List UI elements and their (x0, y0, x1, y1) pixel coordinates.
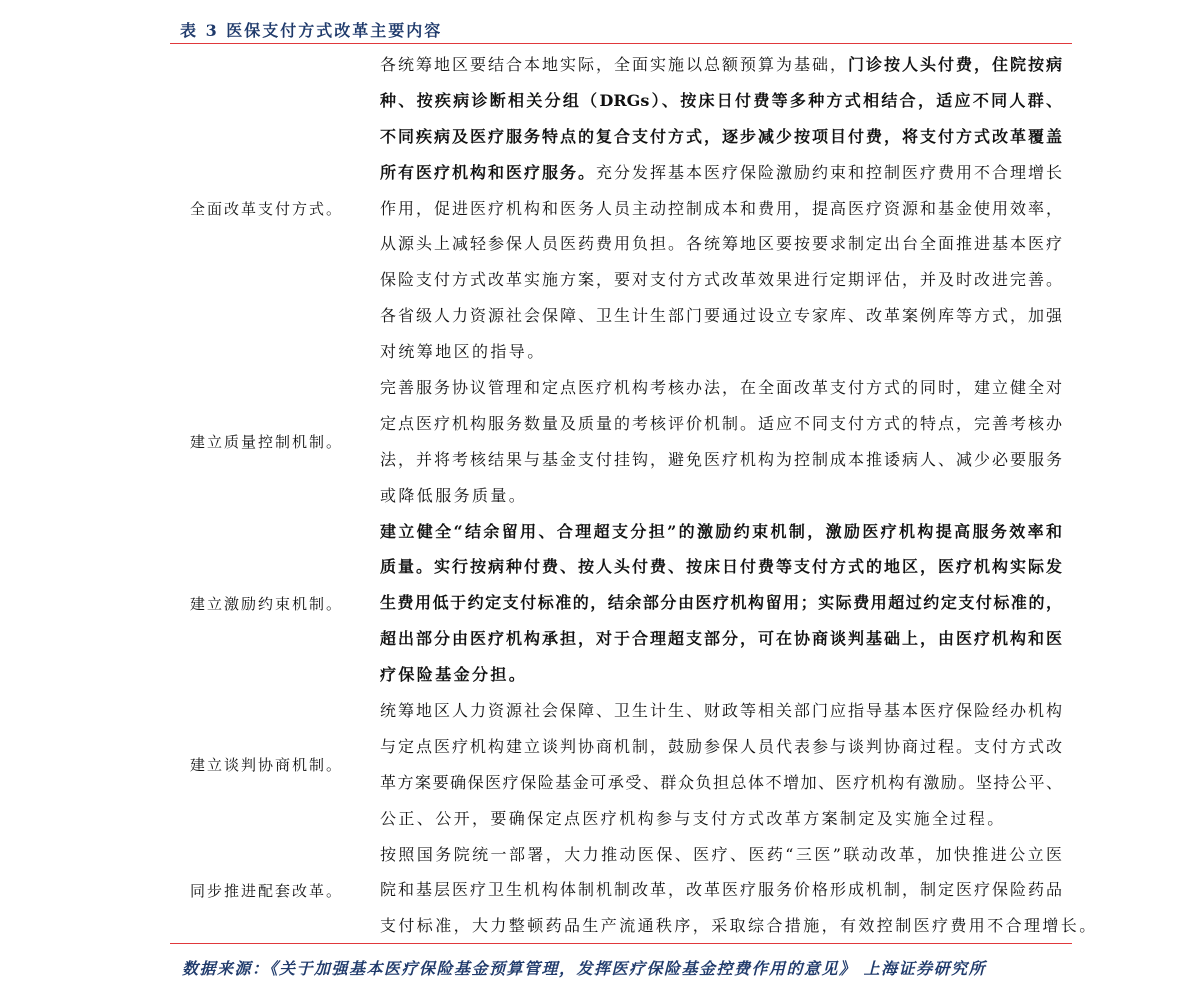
text-line (380, 801, 1062, 837)
table-row (170, 514, 1072, 693)
text-segment: 从源头上减轻参保人员医药费用负担。各统筹地区要按要求制定出台全面推进基本医疗 (380, 234, 1062, 254)
text-segment: 对统筹地区的指导。 (380, 342, 546, 362)
text-segment: 与定点医疗机构建立谈判协商机制，鼓励参保人员代表参与谈判协商过程。支付方式改 (380, 736, 1062, 756)
bold-text: 质量。实行按病种付费、按人头付费、按床日付费等支付方式的地区，医疗机构实际发 (380, 557, 1062, 577)
text-line (380, 729, 1062, 765)
row-label: 建立质量控制机制。 (190, 433, 344, 452)
text-line (380, 872, 1062, 908)
bold-text: 建立健全“结余留用、合理超支分担”的激励约束机制，激励医疗机构提高服务效率和 (380, 521, 1062, 541)
text-line (380, 119, 1062, 155)
text-line (380, 621, 1062, 657)
text-segment: 各统筹地区要结合本地实际，全面实施以总额预算为基础， (380, 55, 848, 74)
text-line (380, 83, 1062, 119)
text-line (380, 908, 1098, 944)
text-line (380, 549, 1062, 585)
row-content (380, 514, 1062, 693)
text-line (380, 478, 1062, 514)
text-line (380, 226, 1062, 262)
data-source: 数据来源：《关于加强基本医疗保险基金预算管理，发挥医疗保险基金控费作用的意见》 上海证券研究所 (182, 959, 987, 978)
text-segment: 院和基层医疗卫生机构体制机制改革，改革医疗服务价格形成机制，制定医疗保险药品 (380, 880, 1062, 900)
row-content (380, 47, 1062, 370)
text-segment: 定点医疗机构服务数量及质量的考核评价机制。适应不同支付方式的特点，完善考核办 (380, 413, 1062, 433)
table-row (170, 693, 1072, 837)
row-content (380, 693, 1062, 837)
row-content (380, 837, 1098, 945)
text-line (380, 442, 1062, 478)
text-segment: 或降低服务质量。 (380, 485, 528, 505)
text-line (380, 657, 1062, 693)
text-line (380, 514, 1062, 550)
text-segment: 公正、公开，要确保定点医疗机构参与支付方式改革方案制定及实施全过程。 (380, 808, 1006, 828)
text-line (380, 298, 1062, 334)
bottom-divider (170, 943, 1072, 944)
table-row (170, 370, 1072, 514)
bold-text: 疗保险基金分担。 (380, 665, 528, 685)
text-segment: 按照国务院统一部署，大力推动医保、医疗、医药“三医”联动改革，加快推进公立医 (380, 844, 1062, 864)
text-line (380, 47, 1062, 83)
text-segment: 支付标准，大力整顿药品生产流通秩序，采取综合措施，有效控制医疗费用不合理增长。 (380, 916, 1098, 936)
bold-text: 门诊按人头付费，住院按病 (847, 55, 1062, 74)
text-line (380, 693, 1062, 729)
table-row (170, 837, 1098, 945)
text-line (380, 262, 1062, 298)
top-divider (170, 43, 1072, 44)
row-label: 全面改革支付方式。 (190, 200, 344, 218)
bold-text: 种、按疾病诊断相关分组（DRGs）、按床日付费等多种方式相结合，适应不同人群、 (380, 90, 1062, 110)
text-segment: 保险支付方式改革实施方案，要对支付方式改革效果进行定期评估，并及时改进完善。 (380, 270, 1062, 290)
text-line (380, 334, 1062, 370)
text-segment: 完善服务协议管理和定点医疗机构考核办法，在全面改革支付方式的同时，建立健全对 (380, 378, 1062, 398)
reform-table (170, 47, 1098, 944)
bold-text: 超出部分由医疗机构承担，对于合理超支部分，可在协商谈判基础上，由医疗机构和医 (380, 629, 1062, 649)
text-line (380, 765, 1062, 801)
text-segment: 充分发挥基本医疗保险激励约束和控制医疗费用不合理增长 (596, 162, 1062, 182)
text-segment: 法，并将考核结果与基金支付挂钩，避免医疗机构为控制成本推诿病人、减少必要服务 (380, 449, 1062, 469)
text-line (380, 155, 1062, 191)
bold-text: 生费用低于约定支付标准的，结余部分由医疗机构留用；实际费用超过约定支付标准的， (380, 593, 1062, 613)
text-line (380, 191, 1062, 227)
bold-text: 不同疾病及医疗服务特点的复合支付方式，逐步减少按项目付费，将支付方式改革覆盖 (380, 126, 1062, 146)
row-label: 同步推进配套改革。 (190, 881, 344, 900)
text-segment: 革方案要确保医疗保险基金可承受、群众负担总体不增加、医疗机构有激励。坚持公平、 (380, 772, 1062, 792)
row-content (380, 370, 1062, 514)
text-segment: 统筹地区人力资源社会保障、卫生计生、财政等相关部门应指导基本医疗保险经办机构 (380, 701, 1062, 721)
bold-text: 所有医疗机构和医疗服务。 (380, 162, 596, 182)
text-line (380, 585, 1062, 621)
text-line (380, 406, 1062, 442)
text-line (380, 837, 1062, 873)
table-title: 表 3 医保支付方式改革主要内容 (180, 21, 443, 40)
row-label: 建立激励约束机制。 (190, 594, 344, 613)
row-label: 建立谈判协商机制。 (190, 756, 344, 775)
text-segment: 各省级人力资源社会保障、卫生计生部门要通过设立专家库、改革案例库等方式，加强 (380, 306, 1062, 326)
text-segment: 作用，促进医疗机构和医务人员主动控制成本和费用，提高医疗资源和基金使用效率， (380, 198, 1062, 218)
table-row (170, 47, 1072, 370)
text-line (380, 370, 1062, 406)
